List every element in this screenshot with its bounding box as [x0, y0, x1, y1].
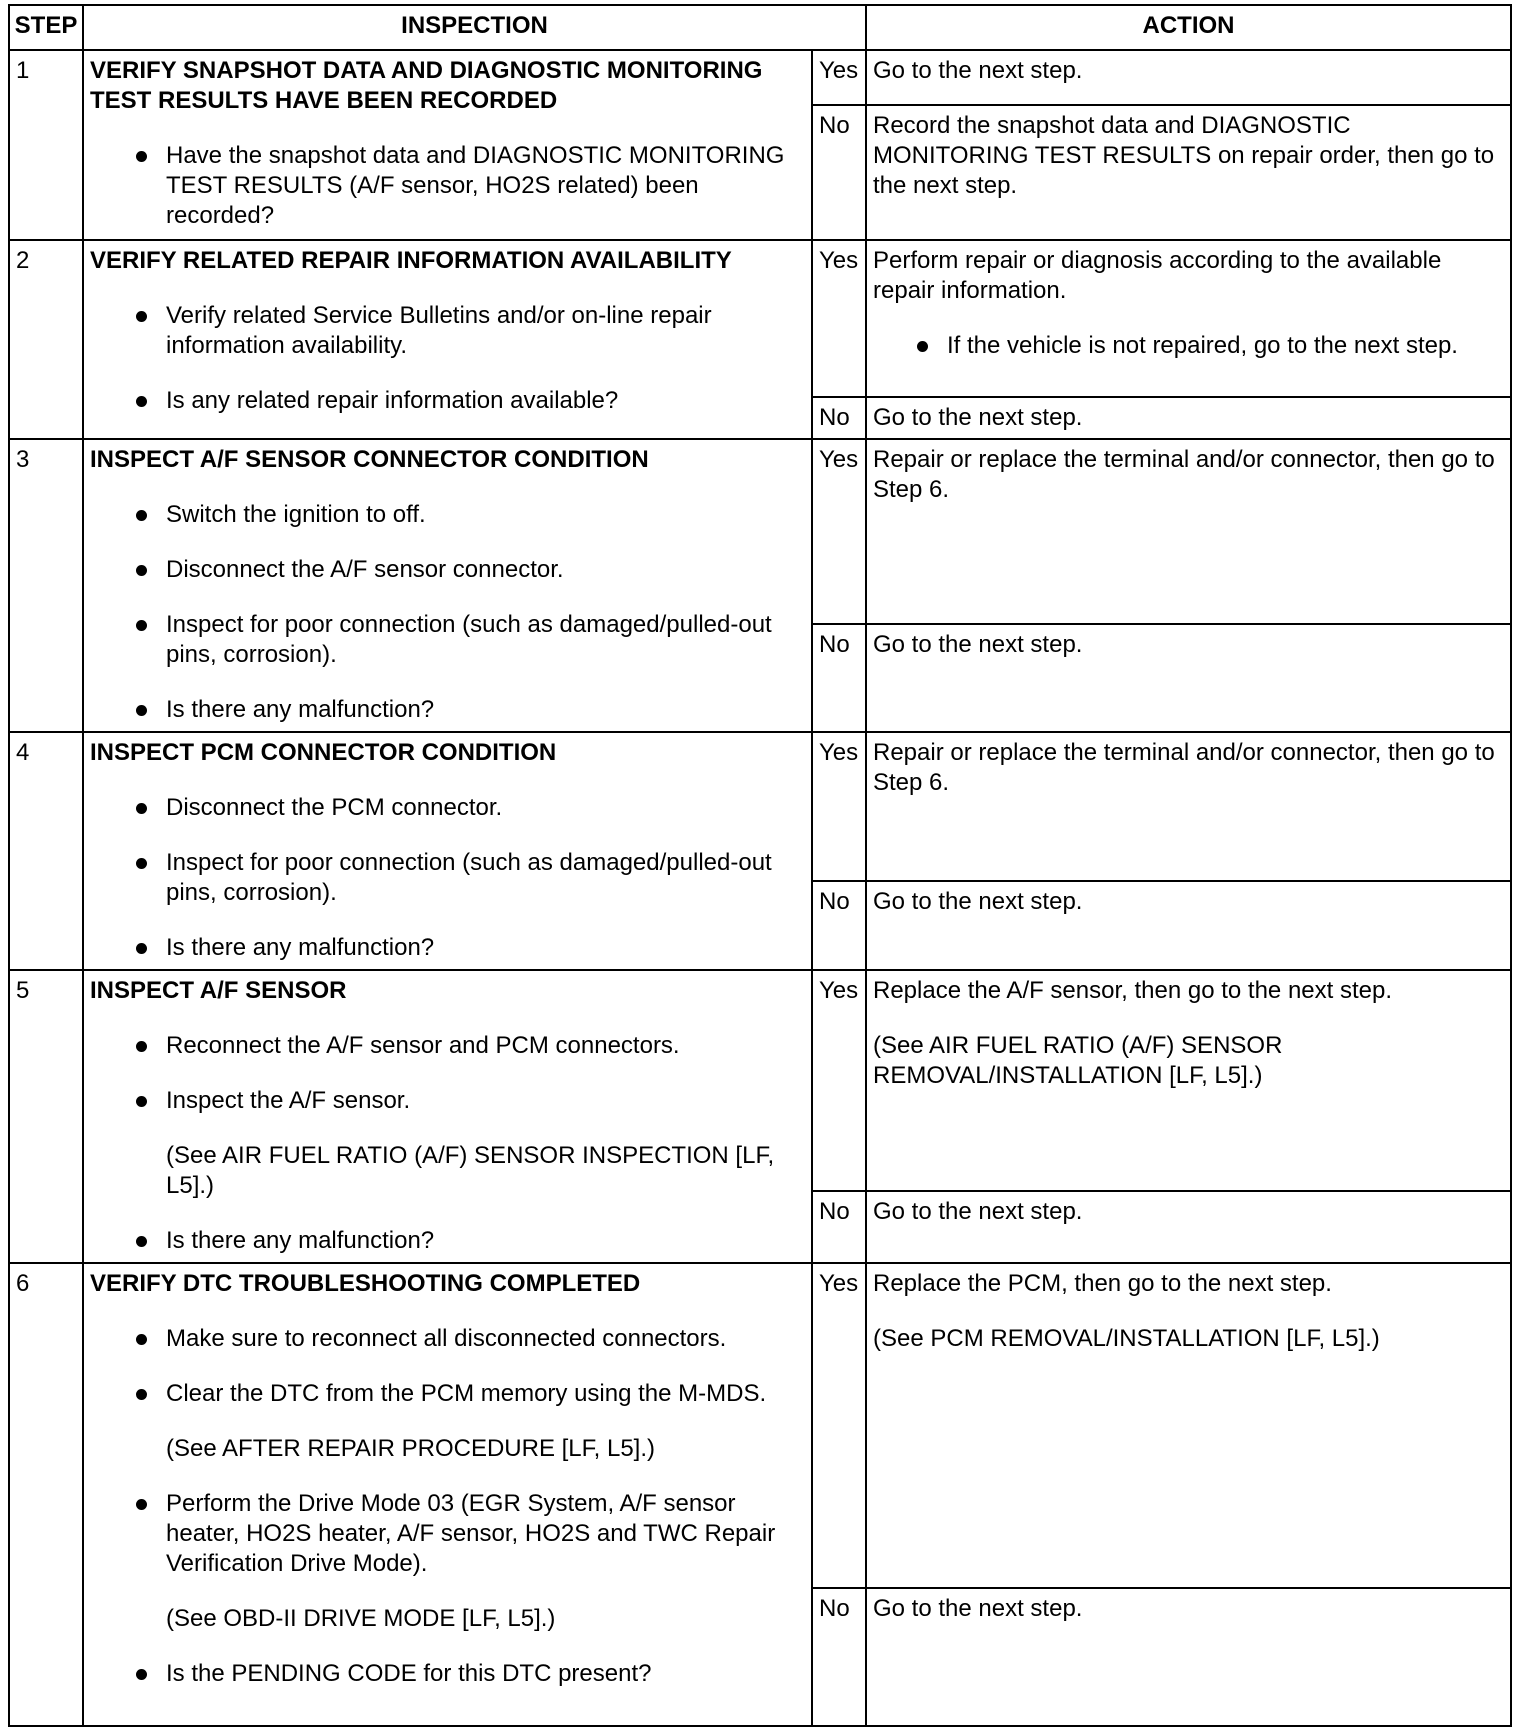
inspection-item: Inspect for poor connection (such as damaged/pulled-out pins, corrosion). — [90, 610, 805, 670]
yes-label: Yes — [812, 970, 866, 1191]
inspection-item: Verify related Service Bulletins and/or on-line repair information availability. — [90, 301, 805, 361]
step-3-yes-row — [9, 439, 1511, 624]
no-action: Go to the next step. — [866, 397, 1511, 439]
yes-label: Yes — [812, 1263, 866, 1588]
diagnostic-table — [8, 4, 1512, 1727]
no-action: Go to the next step. — [866, 881, 1511, 970]
step-inspection — [83, 732, 812, 970]
inspection-reference: (See AIR FUEL RATIO (A/F) SENSOR INSPECTION [LF, L5].) — [166, 1142, 775, 1199]
step-title: VERIFY DTC TROUBLESHOOTING COMPLETED — [90, 1270, 641, 1297]
yes-label: Yes — [812, 732, 866, 881]
yes-action — [866, 970, 1511, 1191]
inspection-item: Is any related repair information available? — [90, 386, 805, 416]
step-5-yes-row — [9, 970, 1511, 1191]
no-action: Record the snapshot data and DIAGNOSTIC MONITORING TEST RESULTS on repair order, then go to the next step. — [866, 105, 1511, 240]
step-number: 2 — [9, 240, 83, 439]
yes-action: Go to the next step. — [866, 50, 1511, 105]
no-label: No — [812, 624, 866, 732]
no-label: No — [812, 881, 866, 970]
no-action: Go to the next step. — [866, 624, 1511, 732]
inspection-reference: (See AFTER REPAIR PROCEDURE [LF, L5].) — [166, 1435, 656, 1462]
yes-action — [866, 240, 1511, 397]
yes-action-text: Perform repair or diagnosis according to the available repair information. — [873, 247, 1442, 304]
yes-action-item: If the vehicle is not repaired, go to the next step. — [873, 331, 1504, 361]
inspection-reference: (See OBD-II DRIVE MODE [LF, L5].) — [166, 1605, 556, 1632]
step-title: VERIFY SNAPSHOT DATA AND DIAGNOSTIC MONITORING TEST RESULTS HAVE BEEN RECORDED — [90, 57, 763, 114]
inspection-item: Is there any malfunction? — [90, 1226, 805, 1256]
yes-action — [866, 1263, 1511, 1588]
inspection-item: Is the PENDING CODE for this DTC present? — [90, 1659, 805, 1689]
inspection-item: Make sure to reconnect all disconnected connectors. — [90, 1324, 805, 1354]
inspection-item: Reconnect the A/F sensor and PCM connectors. — [90, 1031, 805, 1061]
inspection-list — [90, 793, 805, 963]
step-inspection — [83, 970, 812, 1263]
inspection-item: Switch the ignition to off. — [90, 500, 805, 530]
inspection-item: Disconnect the PCM connector. — [90, 793, 805, 823]
step-title: INSPECT A/F SENSOR — [90, 977, 347, 1004]
inspection-list — [90, 500, 805, 725]
no-action: Go to the next step. — [866, 1191, 1511, 1263]
inspection-list — [90, 1031, 805, 1256]
inspection-list — [90, 141, 805, 231]
inspection-item: Have the snapshot data and DIAGNOSTIC MONITORING TEST RESULTS (A/F sensor, HO2S related) been recorded? — [90, 141, 805, 231]
step-number: 6 — [9, 1263, 83, 1726]
no-label: No — [812, 1588, 866, 1726]
step-title: VERIFY RELATED REPAIR INFORMATION AVAILABILITY — [90, 247, 732, 274]
no-label: No — [812, 397, 866, 439]
inspection-item: Disconnect the A/F sensor connector. — [90, 555, 805, 585]
inspection-item: Clear the DTC from the PCM memory using the M-MDS. — [90, 1379, 805, 1409]
yes-action-reference: (See AIR FUEL RATIO (A/F) SENSOR REMOVAL/INSTALLATION [LF, L5].) — [873, 1032, 1283, 1089]
step-inspection — [83, 439, 812, 732]
step-1-yes-row — [9, 50, 1511, 105]
yes-label: Yes — [812, 240, 866, 397]
step-2-yes-row — [9, 240, 1511, 397]
inspection-item: Inspect the A/F sensor. — [90, 1086, 805, 1116]
step-title: INSPECT A/F SENSOR CONNECTOR CONDITION — [90, 446, 649, 473]
header-action: ACTION — [866, 5, 1511, 50]
no-action: Go to the next step. — [866, 1588, 1511, 1726]
no-label: No — [812, 1191, 866, 1263]
yes-label: Yes — [812, 50, 866, 105]
yes-action: Repair or replace the terminal and/or connector, then go to Step 6. — [866, 732, 1511, 881]
step-6-yes-row — [9, 1263, 1511, 1588]
step-number: 5 — [9, 970, 83, 1263]
step-4-yes-row — [9, 732, 1511, 881]
yes-action-text: Replace the PCM, then go to the next step. — [873, 1270, 1332, 1297]
inspection-item: Is there any malfunction? — [90, 695, 805, 725]
header-row — [9, 5, 1511, 50]
step-inspection — [83, 240, 812, 439]
inspection-list — [90, 1324, 805, 1689]
step-number: 1 — [9, 50, 83, 240]
inspection-item: Perform the Drive Mode 03 (EGR System, A/F sensor heater, HO2S heater, A/F sensor, HO2S and TWC Repair Verification Drive Mode). — [90, 1489, 805, 1579]
step-inspection — [83, 50, 812, 240]
inspection-item: Is there any malfunction? — [90, 933, 805, 963]
step-number: 3 — [9, 439, 83, 732]
yes-action: Repair or replace the terminal and/or connector, then go to Step 6. — [866, 439, 1511, 624]
no-label: No — [812, 105, 866, 240]
yes-action-text: Replace the A/F sensor, then go to the next step. — [873, 977, 1392, 1004]
inspection-item: Inspect for poor connection (such as damaged/pulled-out pins, corrosion). — [90, 848, 805, 908]
header-step: STEP — [9, 5, 83, 50]
step-title: INSPECT PCM CONNECTOR CONDITION — [90, 739, 557, 766]
yes-action-list — [873, 331, 1504, 361]
step-number: 4 — [9, 732, 83, 970]
header-inspection: INSPECTION — [83, 5, 866, 50]
yes-label: Yes — [812, 439, 866, 624]
step-inspection — [83, 1263, 812, 1726]
inspection-list — [90, 301, 805, 416]
yes-action-reference: (See PCM REMOVAL/INSTALLATION [LF, L5].) — [873, 1325, 1380, 1352]
